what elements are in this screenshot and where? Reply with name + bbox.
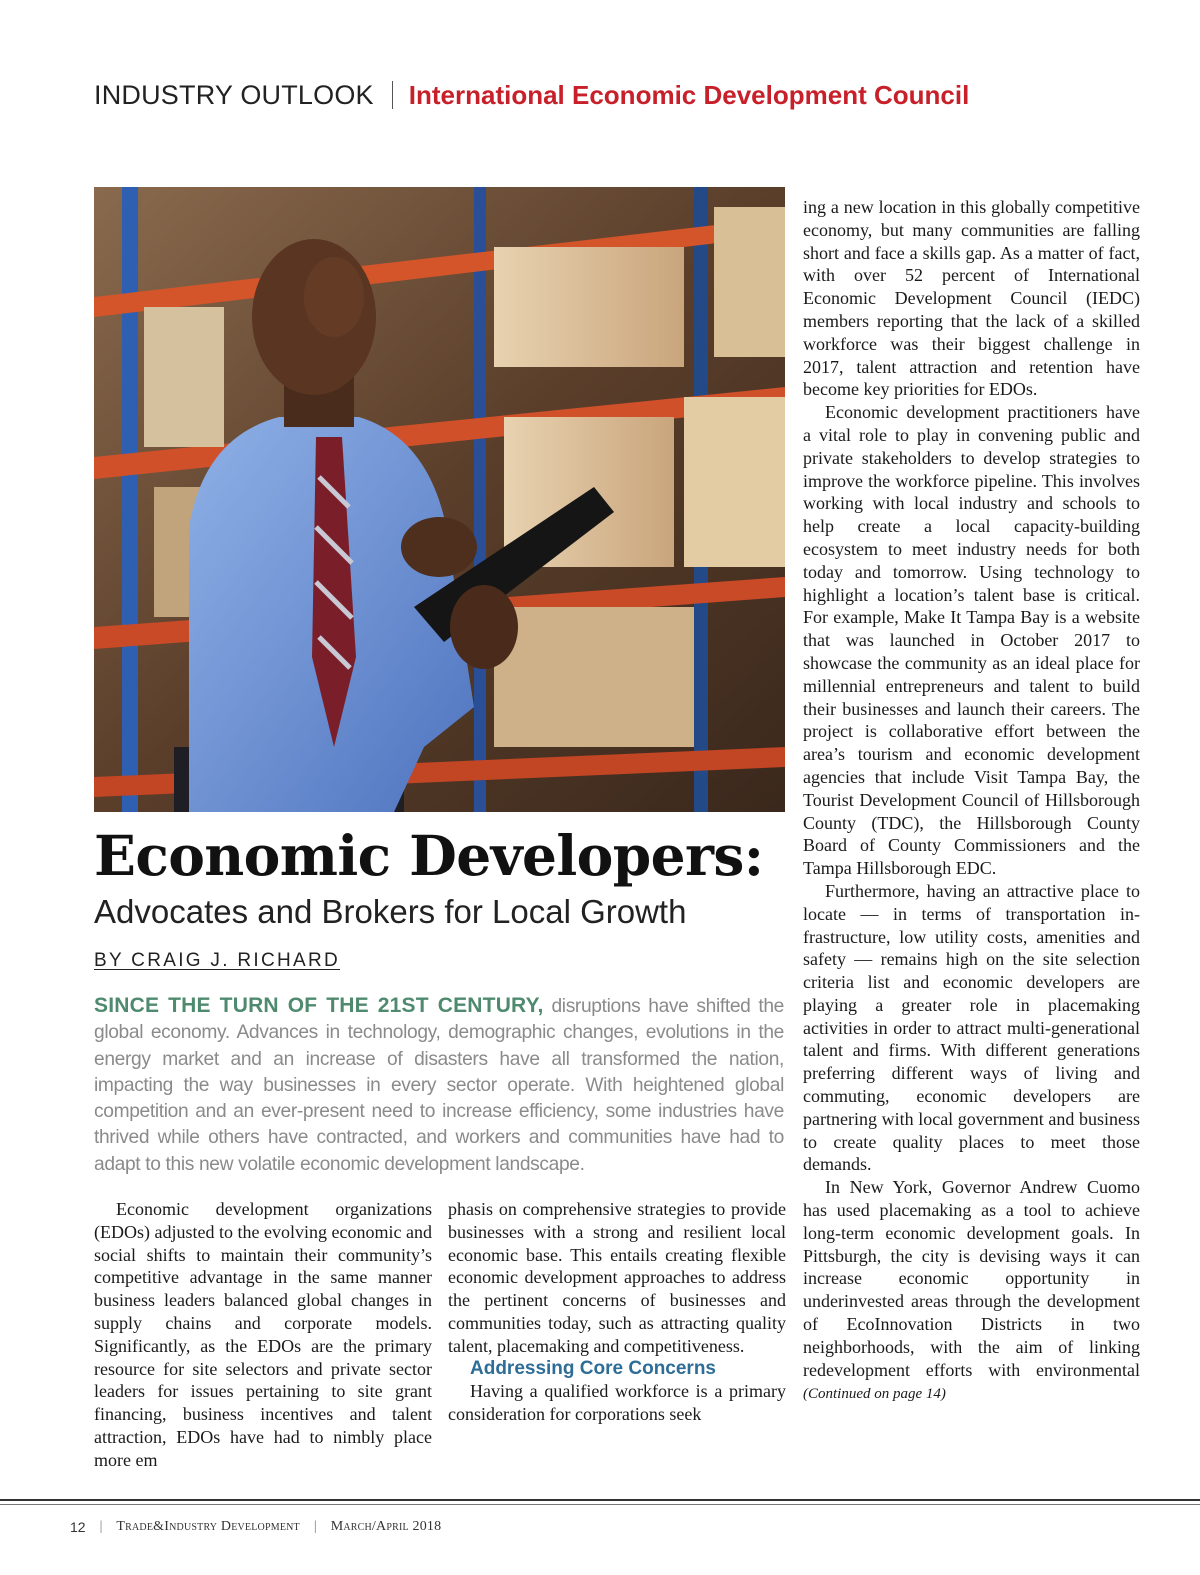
issue-date: March/April 2018 bbox=[330, 1519, 442, 1534]
lede-lead-in: SINCE THE TURN OF THE 21ST CENTURY, bbox=[94, 994, 544, 1017]
body-column-1 bbox=[94, 1198, 432, 1472]
body-paragraph: Having a qualified workforce is a primary consideration for corporations seek bbox=[448, 1381, 786, 1425]
publication-name: Trade&Industry Development bbox=[116, 1519, 300, 1534]
lede-text: disruptions have shifted the global economy. Advances in technology, demographic changes, evolutions in the energy market and an increase of disasters have all transformed the nation, impacting the way businesses in every sector operate. With heightened global competition and an ever-present need to increase efficiency, some industries have thrived while others have contracted, and workers and communities have had to adapt to this new volatile economic development landscape. bbox=[94, 996, 784, 1175]
header-divider bbox=[392, 81, 393, 109]
warehouse-photo-illustration bbox=[94, 187, 785, 812]
body-paragraph bbox=[803, 1176, 1140, 1406]
continued-note: (Continued on page 14) bbox=[803, 1386, 946, 1403]
page-footer bbox=[70, 1516, 441, 1538]
page-number: 12 bbox=[70, 1519, 86, 1535]
section-label: INDUSTRY OUTLOOK bbox=[94, 79, 374, 110]
body-text: In New York, Governor Andrew Cuomo has used placemaking as a tool to achieve long-term economic development goals. In Pittsburgh, the city is devising ways it can increase economic opportunity in underinvested areas through the development of EcoInnovation Districts in two neighborhoods, with the aim of linking redevelopment efforts with environmental bbox=[803, 1177, 1140, 1380]
footer-separator: | bbox=[313, 1519, 317, 1534]
article-photo bbox=[94, 187, 785, 812]
page-header bbox=[94, 78, 969, 112]
body-paragraph: phasis on comprehensive strategies to provide businesses with a strong and resilient local economic base. This entails creating flexible economic development approaches to address the pertinent concerns of businesses and communities today, such as attracting quality talent, placemaking and competitiveness. bbox=[448, 1199, 786, 1356]
body-paragraph: Furthermore, having an attractive place to locate — in terms of transportation infrastructure, low utility costs, amenities and safety — remains high on the site selection criteria list and economic developers are playing a greater role in placemaking activities in order to attract multi-generational talent and firms. With different generations preferring different ways of living and commuting, economic developers are partnering with local government and business to create quality places to meet those demands. bbox=[803, 880, 1140, 1175]
lede-paragraph bbox=[94, 993, 784, 1178]
body-column-3 bbox=[803, 196, 1140, 1406]
body-paragraph: Economic development organizations (EDOs) adjusted to the evolving economic and social shifts to maintain their community’s competitive advantage in the same manner business leaders balanced global changes in supply chains and corporate models. Significantly, as the EDOs are the primary resource for site selectors and private sector leaders for issues pertaining to site grant financing, business incentives and talent attraction, EDOs have had to nimbly place more em bbox=[94, 1199, 432, 1470]
body-column-2 bbox=[448, 1198, 786, 1426]
footer-separator: | bbox=[99, 1519, 103, 1534]
body-paragraph: ing a new location in this globally competitive economy, but many communities are falling short and face a skills gap. As a matter of fact, with over 52 percent of International Economic Development Council (IEDC) members reporting that the lack of a skilled workforce was their biggest challenge in 2017, talent attraction and retention have become key priorities for EDOs. bbox=[803, 197, 1140, 400]
article-subtitle: Advocates and Brokers for Local Growth bbox=[94, 893, 687, 930]
byline: BY CRAIG J. RICHARD bbox=[94, 950, 341, 971]
body-paragraph: Economic development practitioners have a vital role to play in convening public and private stakeholders to develop strategies to improve the workforce pipeline. This involves working with local industry and schools to help create a local capacity-building ecosystem to meet industry needs for both today and tomorrow. Using technology to highlight a location’s talent base is critical. For example, Make It Tampa Bay is a website that was launched in October 2017 to showcase the community as an ideal place for millennial entrepreneurs and talent to build their businesses and launch their careers. The project is collaborative effort between the area’s tourism and economic development agencies that include Visit Tampa Bay, the Tourist Development Council of Hillsborough County (TDC), the Hillsborough County Board of County Commissioners and the Tampa Hillsborough EDC. bbox=[803, 402, 1140, 879]
section-subhead: Addressing Core Concerns bbox=[470, 1357, 716, 1379]
footer-rule-thin bbox=[0, 1504, 1200, 1505]
footer-rule bbox=[0, 1499, 1200, 1501]
organization-name: International Economic Development Council bbox=[408, 79, 970, 110]
article-title: Economic Developers: bbox=[94, 823, 764, 888]
